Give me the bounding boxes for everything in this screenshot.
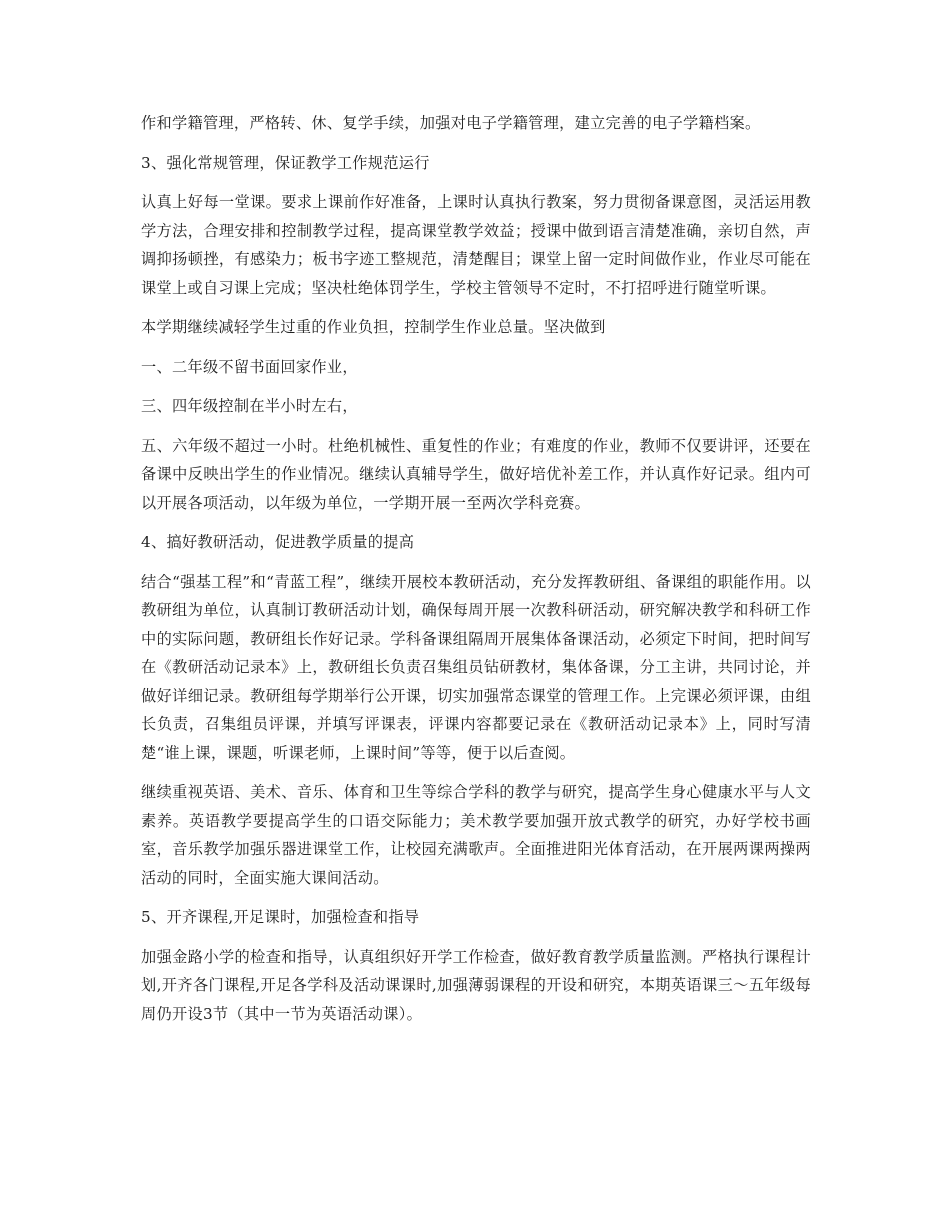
- section-heading-3: 3、强化常规管理，保证教学工作规范运行: [141, 153, 430, 172]
- paragraph-teaching-research: 结合“强基工程”和“青蓝工程”，继续开展校本教研活动，充分发挥教研组、备课组的职能作用。以教研组为单位，认真制订教研活动计划，确保每周开展一次教科研活动，研究解决教学和科研工作中的实际问题，教研组长作好记录。学科备课组隔周开展集体备课活动，必须定下时间，把时间写在《教研活动记录本》上，教研组长负责召集组员钻研教材，集体备课，分工主讲，共同讨论，并做好详细记录。教研组每学期举行公开课，切实加强常态课堂的管理工作。上完课必须评课，由组长负责，召集组员评课，并填写评课表，评课内容都要记录在《教研活动记录本》上，同时写清楚“谁上课，课题，听课老师，上课时间”等等，便于以后查阅。: [141, 572, 811, 762]
- paragraph-lessons: 认真上好每一堂课。要求上课前作好准备，上课时认真执行教案，努力贯彻备课意图，灵活运用教学方法，合理安排和控制教学过程，提高课堂教学效益；授课中做到语言清楚准确，亲切自然，声调抑扬顿挫，有感染力；板书字迹工整规范，清楚醒目；课堂上留一定时间做作业，作业尽可能在课堂上或自习课上完成；坚决杜绝体罚学生，学校主管领导不定时，不打招呼进行随堂听课。: [141, 193, 811, 297]
- section-heading-4: 4、搞好教研活动，促进教学质量的提高: [141, 533, 415, 551]
- paragraph-homework-burden: 本学期继续减轻学生过重的作业负担，控制学生作业总量。坚决做到: [141, 318, 606, 336]
- paragraph-student-records: 作和学籍管理，严格转、休、复学手续，加强对电子学籍管理，建立完善的电子学籍档案。: [141, 114, 761, 132]
- section-heading-5: 5、开齐课程,开足课时，加强检查和指导: [141, 908, 420, 926]
- list-item-grades-5-6: 五、六年级不超过一小时。杜绝机械性、重复性的作业；有难度的作业，教师不仅要讲评，还要在备课中反映出学生的作业情况。继续认真辅导学生，做好培优补差工作，并认真作好记录。组内可以开展各项活动，以年级为单位，一学期开展一至两次学科竞赛。: [141, 436, 811, 512]
- paragraph-inspection: 加强金路小学的检查和指导，认真组织好开学工作检查，做好教育教学质量监测。严格执行课程计划,开齐各门课程,开足各学科及活动课课时,加强薄弱课程的开设和研究，本期英语课三～五年级每周仍开设3节（其中一节为英语活动课）。: [141, 947, 811, 1023]
- document-page: [141, 109, 811, 1039]
- paragraph-comprehensive-subjects: 继续重视英语、美术、音乐、体育和卫生等综合学科的教学与研究，提高学生身心健康水平与人文素养。英语教学要提高学生的口语交际能力；美术教学要加强开放式教学的研究，办好学校书画室，音乐教学加强乐器进课堂工作，让校园充满歌声。全面推进阳光体育活动，在开展两课两操两活动的同时，全面实施大课间活动。: [141, 783, 811, 887]
- list-item-grades-1-2: 一、二年级不留书面回家作业，: [141, 357, 358, 376]
- list-item-grades-3-4: 三、四年级控制在半小时左右，: [141, 397, 358, 415]
